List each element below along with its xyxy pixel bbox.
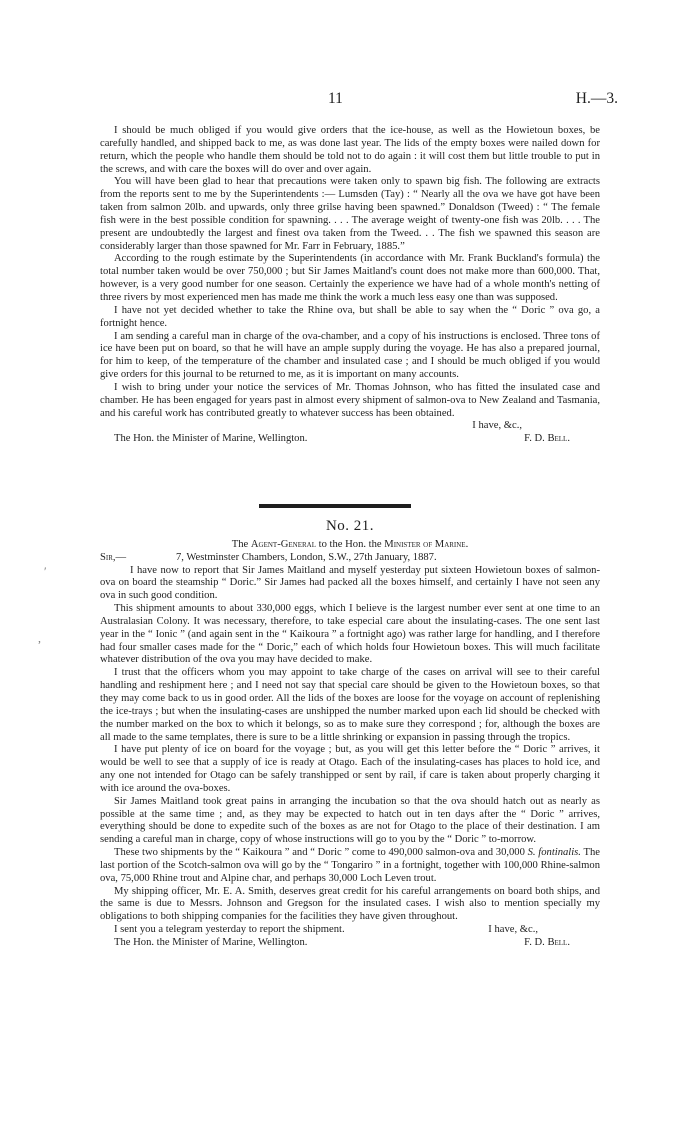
margin-mark: , bbox=[38, 631, 41, 645]
paragraph: I am sending a careful man in charge of the ova-chamber, and a copy of his instructions is enclosed. Three tons of ice have been put on board, so that he will have an ample supply during the voyage. He has also a prepared journal, for him to keep, of the temperature of the chamber and insulated case ; and I should be much obliged if you would give orders for this journal to be returned to me, as it is important on many accounts. bbox=[100, 330, 600, 381]
letter-title bbox=[100, 539, 600, 552]
title-prefix: The bbox=[231, 538, 249, 550]
title-mid: to the Hon. the bbox=[318, 538, 382, 550]
paragraph: I have not yet decided whether to take the Rhine ova, but shall be able to say when the “ Doric ” ova go, a fortnight hence. bbox=[100, 304, 600, 329]
salutation-row bbox=[100, 552, 600, 565]
paragraph: I wish to bring under your notice the services of Mr. Thomas Johnson, who has fitted the insulated case and chamber. He has been engaged for years past in almost every shipment of salmon-ova to New Zealand and Tasmania, and his careful work has contributed greatly to whatever success has been obtained. bbox=[100, 381, 600, 419]
section-divider bbox=[259, 504, 411, 508]
paragraph: I have put plenty of ice on board for the voyage ; but, as you will get this letter before the “ Doric ” arrives, it would be well to see that a supply of ice is ready at Otago. Each of the insulating-cases has places to hold ice, and any one not intended for Otago can be safely transhipped or sent by rail, if care is taken about properly charging it with ice around the ova-boxes. bbox=[100, 744, 600, 794]
signature: F. D. Bell. bbox=[524, 937, 570, 948]
closing-row bbox=[100, 420, 600, 433]
title-sender: Agent-General bbox=[250, 538, 316, 550]
document-number: No. 21. bbox=[325, 518, 375, 534]
telegram-closing-row bbox=[100, 924, 600, 937]
closing: I have, &c., bbox=[488, 924, 538, 936]
paragraph bbox=[100, 847, 600, 886]
paragraph: I should be much obliged if you would give orders that the ice-house, as well as the Howietoun boxes, be carefully handled, and shipped back to me, as was done last year. The lids of the empty boxes were nailed down for return, which the people who handle them should be told not to do again : it will cost them but little trouble to put in the screws, and with care the boxes will do over and over again. bbox=[100, 125, 600, 175]
addressee: The Hon. the Minister of Marine, Wellington. bbox=[114, 433, 308, 445]
letter-21 bbox=[100, 520, 600, 950]
paragraph: My shipping officer, Mr. E. A. Smith, deserves great credit for his careful arrangements on board both ships, and the same is due to Messrs. Johnson and Gregson for the insulated cases. I wish also to mention specially my obligations to both shipping companies for the facilities they have given throughout. bbox=[100, 885, 600, 923]
signature-row bbox=[100, 937, 600, 950]
telegram-note: I sent you a telegram yesterday to report the shipment. bbox=[114, 924, 345, 936]
salutation: Sir,— bbox=[100, 551, 127, 563]
signature: F. D. Bell. bbox=[524, 433, 570, 445]
document-reference: H.—3. bbox=[575, 90, 618, 107]
text-run: The last portion of the Scotch-salmon ova will go by the “ Tongariro ” in a fortnight, together with 100,000 Rhine-salmon ova, 75,000 Rhine trout and Alpine char, and perhaps 30,000 Loch Leven trout. bbox=[100, 847, 600, 884]
address-date: 7, Westminster Chambers, London, S.W., 27th January, 1887. bbox=[176, 551, 437, 563]
signature-row bbox=[100, 433, 600, 446]
page-number: 11 bbox=[328, 90, 343, 107]
species-name: S. fontinalis. bbox=[527, 847, 581, 859]
margin-mark: ′ bbox=[44, 564, 47, 578]
paragraph: I trust that the officers whom you may appoint to take charge of the cases on arrival will see to their careful handling and reshipment here ; and I need not say that special care should be given to the Howietoun boxes, so that they may come back to us in good order. All the lids of the boxes are loose for the voyage on account of replenishing the ice-trays ; but when the insulating-cases are unshipped the number marked upon each lid should be checked with the number marked on the box to which it belongs, so as to make sure they correspond ; for, although the boxes are all made to the same templates, there is sure to be a little shrinking or expansion in passing through the tropics. bbox=[100, 667, 600, 743]
title-recipient: Minister of Marine. bbox=[384, 538, 469, 550]
paragraph: This shipment amounts to about 330,000 eggs, which I believe is the largest number ever sent at one time to an Australasian Colony. It was necessary, therefore, to take especial care about the insulating-cases. The one sent last year in the “ Ionic ” (and again sent in the “ Kaikoura ” a fortnight ago) was rather large for handling, and I therefore had four smaller cases made for the “ Doric,” each of which holds four Howietoun boxes. This will much facilitate whatever distribution of the ova you may have decided to make. bbox=[100, 603, 600, 666]
paragraph: I have now to report that Sir James Maitland and myself yesterday put sixteen Howietoun boxes of salmon-ova on board the steamship “ Doric.” Sir James had packed all the boxes himself, and certainly I have not seen any ova in such good condition. bbox=[100, 564, 600, 602]
closing: I have, &c., bbox=[472, 420, 522, 432]
addressee: The Hon. the Minister of Marine, Wellington. bbox=[114, 937, 308, 948]
letter-20-continuation bbox=[100, 125, 600, 446]
paragraph: According to the rough estimate by the Superintendents (in accordance with Mr. Frank Buckland's formula) the total number taken would be over 750,000 ; but Sir James Maitland's count does not make more than 600,000. That, however, is a very good number for one season. Certainly the experience we have had of a whole month's netting of three rivers by most experienced men has made me think the work a much less easy one than was supposed. bbox=[100, 253, 600, 303]
paragraph: Sir James Maitland took great pains in arranging the incubation so that the ova should hatch out as nearly as possible at the same time ; and, as they may be expected to hatch out in ten days after the “ Doric ” arrives, everything should be done to expedite such of the boxes as are not for Otago to the place of their destination. I am sending a careful man in charge, copy of whose instructions will go to you by the “ Doric ” to-morrow. bbox=[100, 795, 600, 846]
text-run: These two shipments by the “ Kaikoura ” and “ Doric ” come to 490,000 salmon-ova and 30,000 bbox=[114, 847, 525, 859]
paragraph: You will have been glad to hear that precautions were taken only to spawn big fish. The following are extracts from the reports sent to me by the Superintendents :— Lumsden (Tay) : “ Nearly all the ova we have got have been taken from salmon 20lb. and upwards, only three grilse having been spawned.” Donaldson (Tweed) : “ The female fish were in the best possible condition for spawning. . . . The average weight of twenty-one fish was 20lb. . . . The present are undoubtedly the largest and finest ova taken from the Tweed. . . The fish we spawned this season are considerably larger than those spawned for Mr. Farr in February, 1885.” bbox=[100, 176, 600, 252]
